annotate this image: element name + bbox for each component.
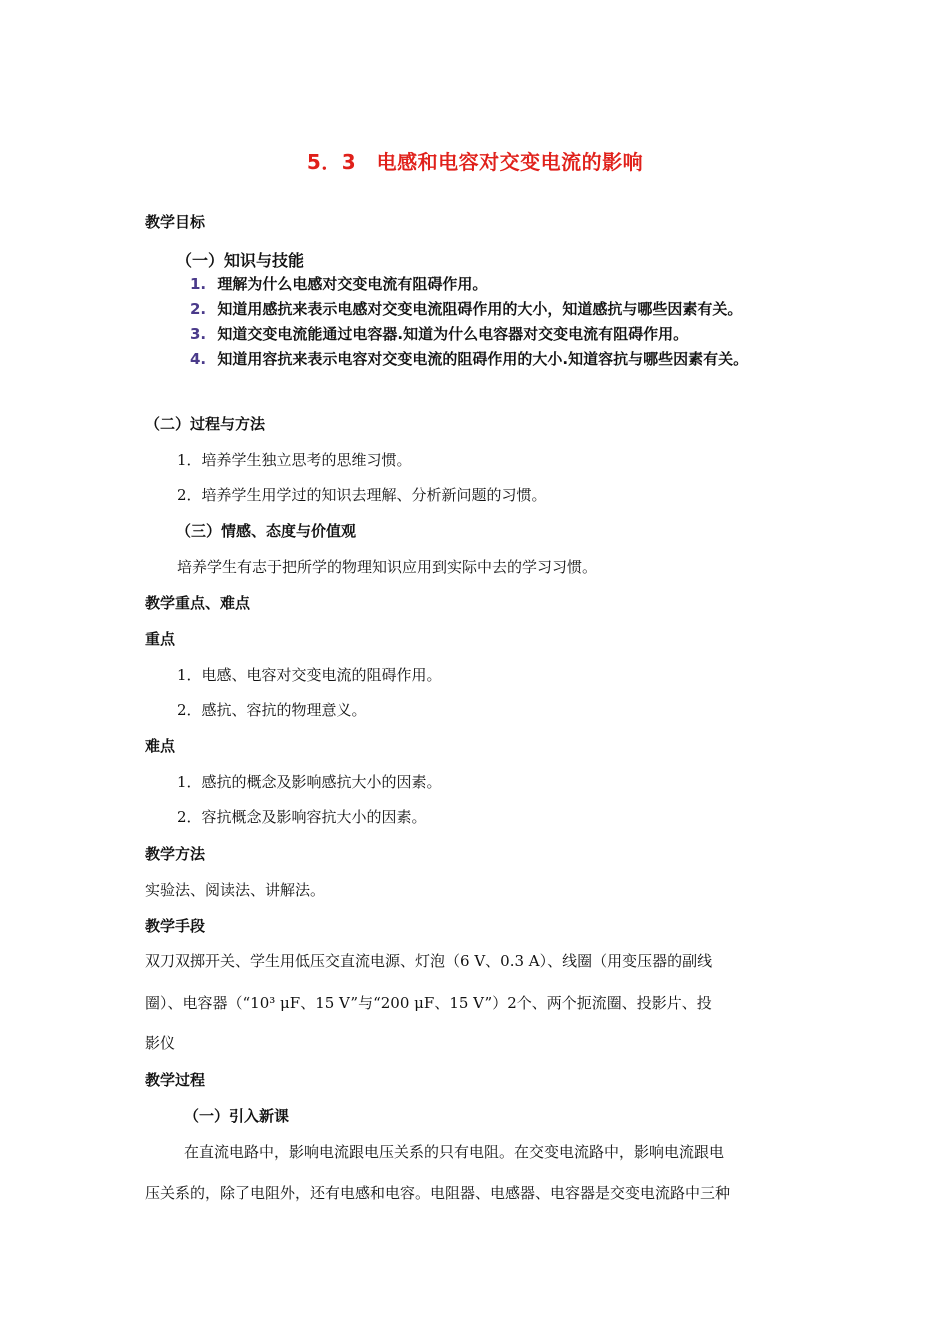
objectives-heading: 教学目标: [145, 213, 206, 231]
item-text: 知道用容抗来表示电容对交变电流的阻碍作用的大小.知道容抗与哪些因素有关。: [217, 350, 749, 368]
process-item: 2．培养学生用学过的知识去理解、分析新问题的习惯。: [177, 486, 547, 504]
intro-line: 压关系的，除了电阻外，还有电感和电容。电阻器、电感器、电容器是交变电流路中三种: [145, 1184, 731, 1202]
intro-heading: （一）引入新课: [184, 1107, 290, 1125]
key-item: 2．感抗、容抗的物理意义。: [177, 701, 367, 719]
intro-line: 在直流电路中，影响电流跟电压关系的只有电阻。在交变电流路中，影响电流跟电: [184, 1143, 725, 1161]
emotion-heading: （三）情感、态度与价值观: [176, 522, 357, 540]
means-line: 双刀双掷开关、学生用低压交直流电源、灯泡（6 V、0.3 A）、线圈（用变压器的副线: [145, 952, 713, 970]
page-title: 5．3 电感和电容对交变电流的影响: [306, 150, 644, 174]
item-text: 知道交变电流能通过电容器.知道为什么电容器对交变电流有阻碍作用。: [217, 325, 689, 343]
difficult-item: 1．感抗的概念及影响感抗大小的因素。: [177, 773, 442, 791]
method-heading: 教学方法: [145, 845, 206, 863]
difficult-item: 2．容抗概念及影响容抗大小的因素。: [177, 808, 427, 826]
difficult-heading: 难点: [145, 737, 176, 755]
means-line: 影仪: [145, 1034, 176, 1052]
knowledge-item: [190, 298, 742, 319]
knowledge-item: [190, 348, 748, 369]
teaching-process-heading: 教学过程: [145, 1071, 206, 1089]
key-heading: 重点: [145, 630, 176, 648]
knowledge-heading: （一）知识与技能: [176, 251, 305, 270]
item-text: 知道用感抗来表示电感对交变电流阻碍作用的大小，知道感抗与哪些因素有关。: [217, 300, 743, 318]
means-line: 圈）、电容器（“10³ μF、15 V”与“200 μF、15 V”）2个、两个扼流圈、投影片、投: [145, 994, 712, 1012]
item-number: 3.: [190, 325, 207, 343]
knowledge-item: [190, 323, 688, 344]
means-heading: 教学手段: [145, 917, 206, 935]
key-item: 1．电感、电容对交变电流的阻碍作用。: [177, 666, 442, 684]
process-heading: （二）过程与方法: [145, 415, 266, 433]
item-text: 理解为什么电感对交变电流有阻碍作用。: [217, 275, 488, 293]
emotion-text: 培养学生有志于把所学的物理知识应用到实际中去的学习习惯。: [177, 558, 598, 576]
process-item: 1．培养学生独立思考的思维习惯。: [177, 451, 412, 469]
key-difficult-heading: 教学重点、难点: [145, 594, 251, 612]
item-number: 4.: [190, 350, 207, 368]
method-text: 实验法、阅读法、讲解法。: [145, 881, 326, 899]
item-number: 2.: [190, 300, 207, 318]
item-number: 1.: [190, 275, 207, 293]
knowledge-item: [190, 273, 487, 294]
